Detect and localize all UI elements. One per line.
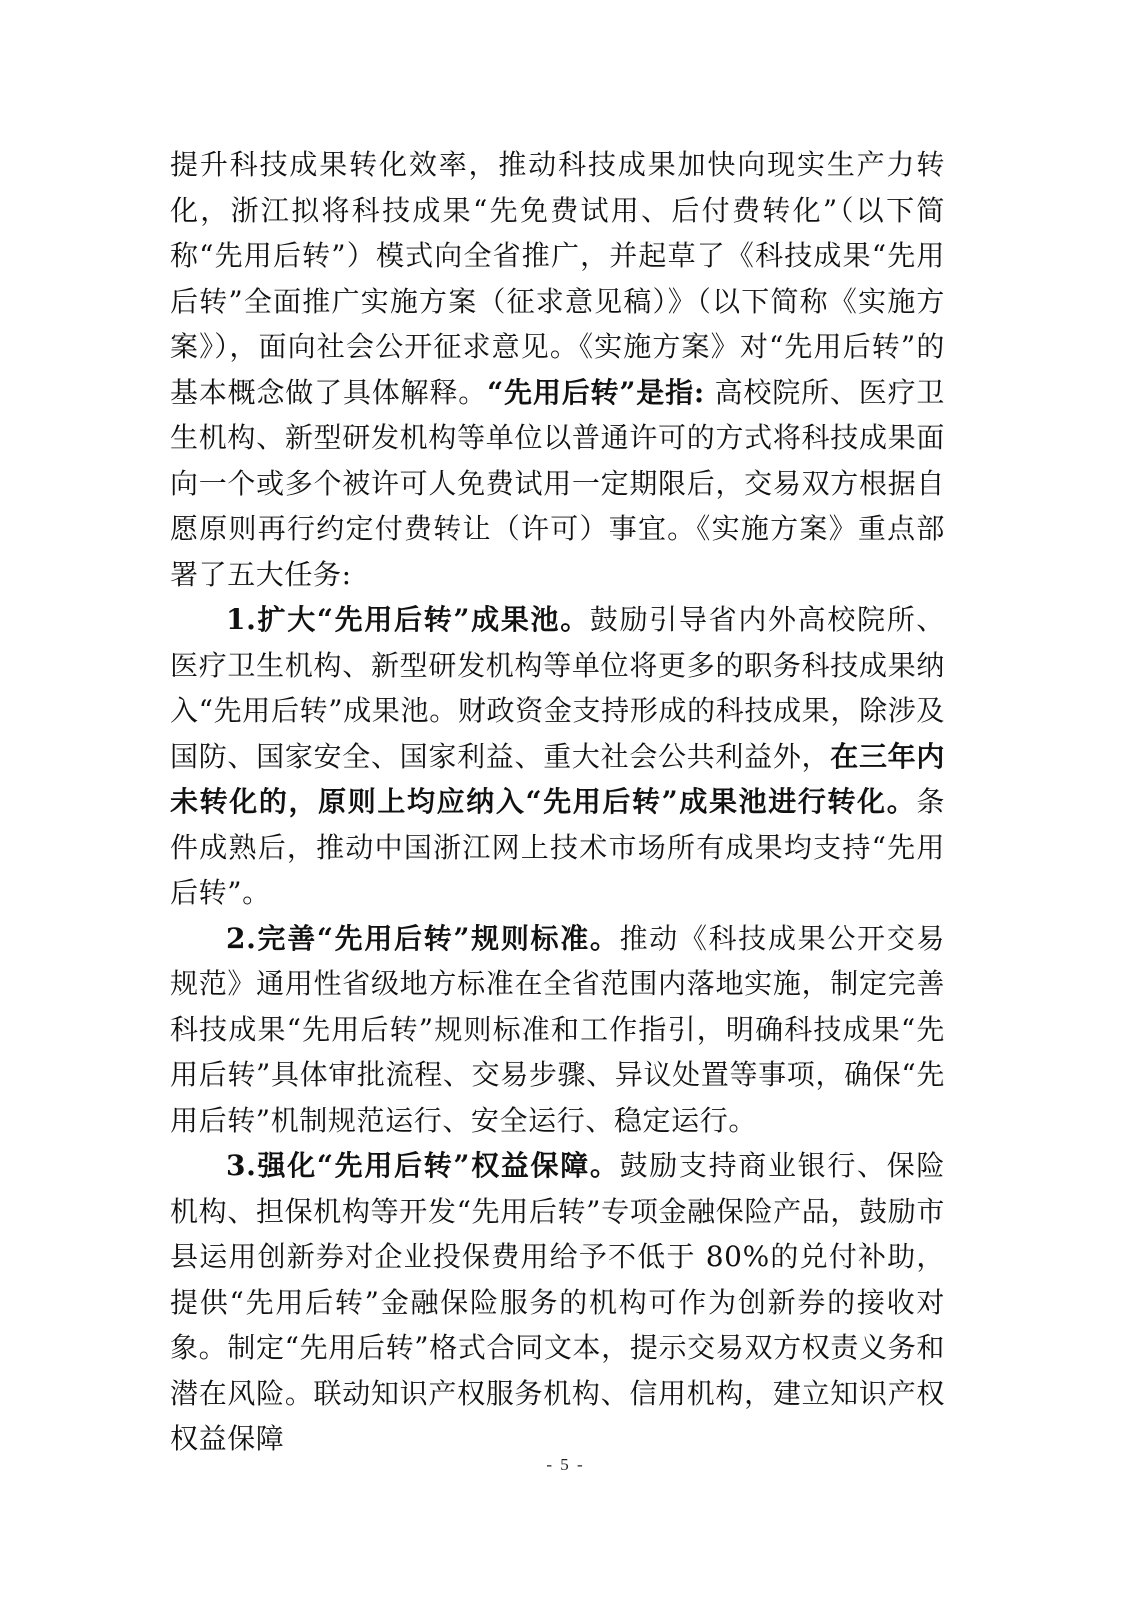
text-run: 推动《科技成果公开交易规范》通用性省级地方标准在全省范围内落地实施，制定完善科技成果“先用后转”规则标准和工作指引，明确科技成果“先用后转”具体审批流程、交易步骤、异议处置等事项，确保“先用后转”机制规范运行、安全运行、稳定运行。 [170,921,945,1137]
document-body [170,142,945,1462]
task-heading: 2.完善“先用后转”规则标准。 [226,921,620,955]
paragraph-intro [170,142,945,597]
text-run: 鼓励支持商业银行、保险机构、担保机构等开发“先用后转”专项金融保险产品，鼓励市县运用创新券对企业投保费用给予不低于 80%的兑付补助，提供“先用后转”金融保险服务的机构可作为创新券的接收对象。制定“先用后转”格式合同文本，提示交易双方权责义务和潜在风险。联动知识产权服务机构、信用机构，建立知识产权权益保障 [170,1149,945,1455]
text-run: 条件成熟后，推动中国浙江网上技术市场所有成果均支持“先用后转”。 [170,785,945,909]
paragraph-task-2 [170,916,945,1144]
paragraph-task-3 [170,1143,945,1462]
text-run-bold: 在三年内未转化的，原则上均应纳入“先用后转”成果池进行转化。 [170,739,945,818]
task-heading: 1.扩大“先用后转”成果池。 [226,603,590,636]
text-run: 高校院所、医疗卫生机构、新型研发机构等单位以普通许可的方式将科技成果面向一个或多个被许可人免费试用一定期限后，交易双方根据自愿原则再行约定付费转让（许可）事宜。《实施方案》重点部署了五大任务: [170,375,945,591]
task-heading: 3.强化“先用后转”权益保障。 [226,1149,620,1182]
text-run: 鼓励引导省内外高校院所、医疗卫生机构、新型研发机构等单位将更多的职务科技成果纳入“先用后转”成果池。财政资金支持形成的科技成果，除涉及国防、国家安全、国家利益、重大社会公共利益外， [170,603,946,773]
text-run: 提升科技成果转化效率，推动科技成果加快向现实生产力转化，浙江拟将科技成果“先免费试用、后付费转化”（以下简称“先用后转”）模式向全省推广，并起草了《科技成果“先用后转”全面推广实施方案（征求意见稿）》（以下简称《实施方案》），面向社会公开征求意见。《实施方案》对“先用后转”的基本概念做了具体解释。 [170,148,945,409]
text-run-bold: “先用后转”是指: [487,375,705,409]
paragraph-task-1 [170,597,945,916]
page-number: - 5 - [546,1455,585,1474]
